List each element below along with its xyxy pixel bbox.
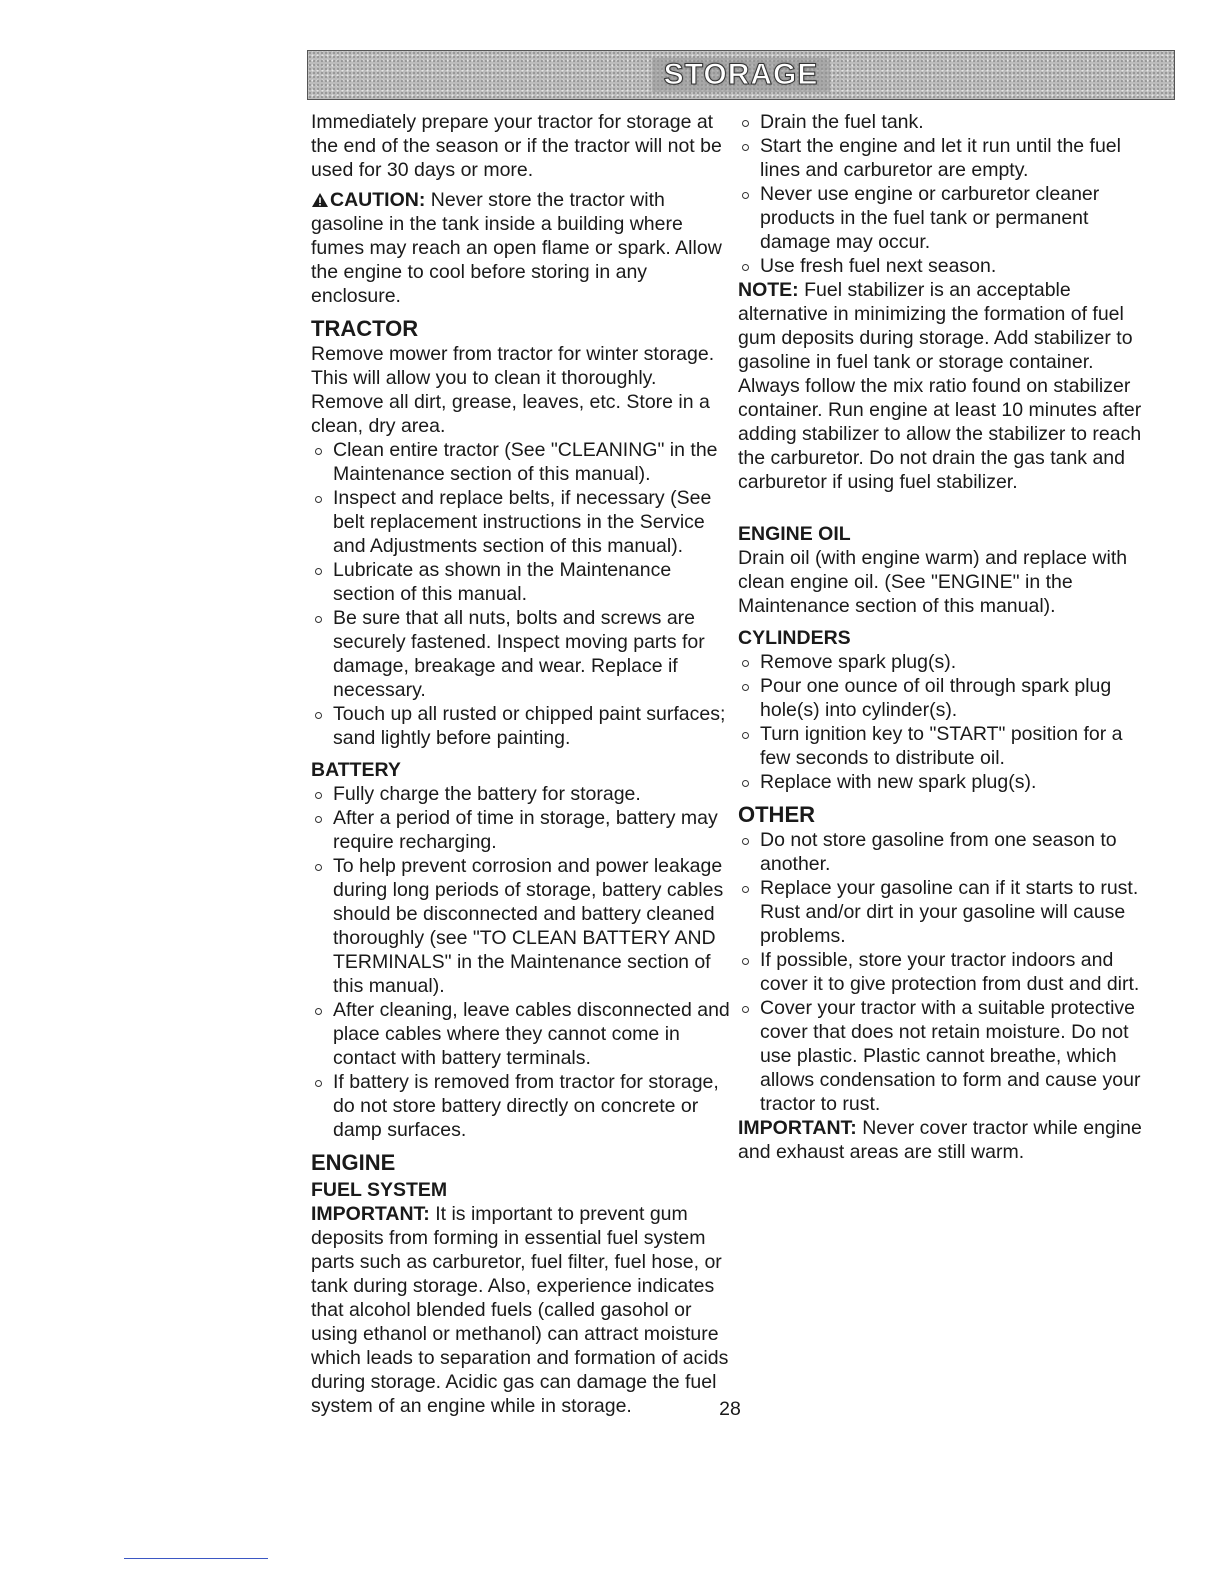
note-paragraph <box>738 278 1158 494</box>
list-item: Drain the fuel tank. <box>738 110 1158 134</box>
left-column <box>311 110 731 1418</box>
caution-paragraph <box>311 188 731 308</box>
fuel-system-list <box>738 110 1158 278</box>
list-item: Never use engine or carburetor cleaner products in the fuel tank or permanent damage may occur. <box>738 182 1158 254</box>
important-label: IMPORTANT: <box>738 1117 857 1139</box>
warning-triangle-icon <box>311 192 329 208</box>
list-item: To help prevent corrosion and power leakage during long periods of storage, battery cables should be disconnected and battery cleaned thoroughly (see "TO CLEAN BATTERY AND TERMINALS" in the Maintenance section of this manual). <box>311 854 731 998</box>
note-text: Fuel stabilizer is an acceptable alternative in minimizing the formation of fuel gum deposits during storage. Add stabilizer to gasoline in fuel tank or storage container. Always follow the mix ratio found on stabilizer container. Run engine at least 10 minutes after adding stabilizer to allow the stabilizer to reach the carburetor. Do not drain the gas tank and carburetor if using fuel stabilizer. <box>738 279 1142 493</box>
list-item: Start the engine and let it run until the fuel lines and carburetor are empty. <box>738 134 1158 182</box>
section-banner <box>307 50 1175 100</box>
list-item: Do not store gasoline from one season to another. <box>738 828 1158 876</box>
fuel-system-heading: FUEL SYSTEM <box>311 1179 448 1201</box>
right-column <box>738 110 1158 1164</box>
list-item: Turn ignition key to "START" position for a few seconds to distribute oil. <box>738 722 1158 770</box>
list-item: Fully charge the battery for storage. <box>311 782 731 806</box>
important-label: IMPORTANT: <box>311 1203 430 1225</box>
footer-rule <box>124 1558 268 1559</box>
other-heading: OTHER <box>738 802 815 827</box>
tractor-list <box>311 438 731 750</box>
list-item: Use fresh fuel next season. <box>738 254 1158 278</box>
engine-oil-heading: ENGINE OIL <box>738 523 851 545</box>
tractor-paragraph: Remove mower from tractor for winter storage. This will allow you to clean it thoroughly. Remove all dirt, grease, leaves, etc. Store in a clean, dry area. <box>311 343 715 437</box>
tractor-heading: TRACTOR <box>311 316 419 341</box>
list-item: After cleaning, leave cables disconnected and place cables where they cannot come in contact with battery terminals. <box>311 998 731 1070</box>
battery-list <box>311 782 731 1142</box>
note-label: NOTE: <box>738 279 799 301</box>
page-number: 28 <box>719 1398 741 1420</box>
list-item: Touch up all rusted or chipped paint surfaces; sand lightly before painting. <box>311 702 731 750</box>
list-item: After a period of time in storage, battery may require recharging. <box>311 806 731 854</box>
list-item: Inspect and replace belts, if necessary (See belt replacement instructions in the Service and Adjustments section of this manual). <box>311 486 731 558</box>
list-item: If possible, store your tractor indoors and cover it to give protection from dust and dirt. <box>738 948 1158 996</box>
list-item: Be sure that all nuts, bolts and screws are securely fastened. Inspect moving parts for damage, breakage and wear. Replace if necessary. <box>311 606 731 702</box>
battery-heading: BATTERY <box>311 759 401 781</box>
other-important-paragraph <box>738 1116 1158 1164</box>
cylinders-list <box>738 650 1158 794</box>
cylinders-heading: CYLINDERS <box>738 627 851 649</box>
important-text: Never cover tractor while engine and exhaust areas are still warm. <box>738 1117 1142 1163</box>
list-item: Replace your gasoline can if it starts to rust. Rust and/or dirt in your gasoline will cause problems. <box>738 876 1158 948</box>
caution-label: CAUTION: <box>330 189 426 211</box>
caution-text: Never store the tractor with gasoline in the tank inside a building where fumes may reach an open flame or spark. Allow the engine to cool before storing in any enclosure. <box>311 189 722 307</box>
fuel-important-paragraph <box>311 1202 731 1418</box>
engine-oil-paragraph: Drain oil (with engine warm) and replace with clean engine oil. (See "ENGINE" in the Maintenance section of this manual). <box>738 547 1128 617</box>
list-item: Pour one ounce of oil through spark plug hole(s) into cylinder(s). <box>738 674 1158 722</box>
list-item: Remove spark plug(s). <box>738 650 1158 674</box>
list-item: If battery is removed from tractor for storage, do not store battery directly on concrete or damp surfaces. <box>311 1070 731 1142</box>
intro-paragraph: Immediately prepare your tractor for storage at the end of the season or if the tractor will not be used for 30 days or more. <box>311 111 722 181</box>
important-text: It is important to prevent gum deposits from forming in essential fuel system parts such as carburetor, fuel filter, fuel hose, or tank during storage. Also, experience indicates that alcohol blended fuels (called gasohol or using ethanol or methanol) can attract moisture which leads to separation and formation of acids during storage. Acidic gas can damage the fuel system of an engine while in storage. <box>311 1203 729 1417</box>
list-item: Cover your tractor with a suitable protective cover that does not retain moisture. Do not use plastic. Plastic cannot breathe, which allows condensation to form and cause your tractor to rust. <box>738 996 1158 1116</box>
other-list <box>738 828 1158 1116</box>
engine-heading: ENGINE <box>311 1150 396 1175</box>
list-item: Replace with new spark plug(s). <box>738 770 1158 794</box>
list-item: Lubricate as shown in the Maintenance section of this manual. <box>311 558 731 606</box>
list-item: Clean entire tractor (See "CLEANING" in the Maintenance section of this manual). <box>311 438 731 486</box>
page-title: STORAGE <box>652 58 831 92</box>
